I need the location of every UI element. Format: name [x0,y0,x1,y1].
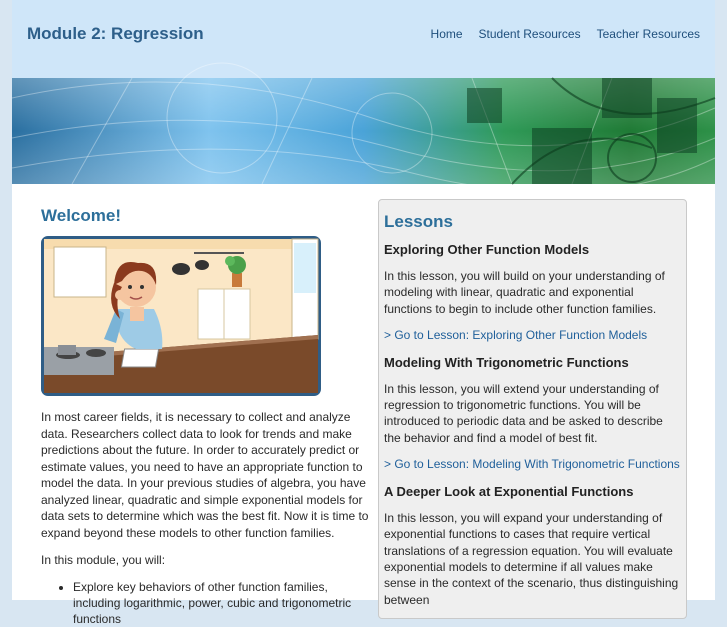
lesson-title: Exploring Other Function Models [384,242,590,257]
lesson-modeling-with-trigonometric-functions [384,355,681,471]
site-title: Module 2: Regression [27,24,204,43]
lessons-panel [378,199,687,619]
lesson-link-exploring-other-function-models[interactable]: > Go to Lesson: Exploring Other Function Models [384,327,648,342]
lesson-description: In this lesson, you will extend your understanding of regression to trigonometric functions. You will be introduced to periodic data and be asked to describe the behavior and find a model of best fit. [384,381,663,445]
lesson-deeper-look-exponential-functions [384,484,681,608]
nav-home-link[interactable]: Home [430,27,463,41]
nav-teacher-resources-link[interactable]: Teacher Resources [596,27,700,41]
welcome-section [41,206,371,627]
lesson-title: Modeling With Trigonometric Functions [384,354,629,370]
main-nav [431,27,700,41]
header [12,0,715,78]
lessons-heading: Lessons [384,212,453,231]
kitchen-illustration [41,236,321,396]
module-goals-list [41,579,371,627]
lesson-title: A Deeper Look at Exponential Functions [384,484,634,500]
welcome-heading: Welcome! [41,206,121,225]
page [12,0,715,626]
lesson-description: In this lesson, you will expand your understanding of exponential functions to cases that require vertical translations of a regression equation. You will evaluate exponential models to determine if all values make sense in the context of the scenario, thus distinguishing between [384,511,679,607]
banner-image [12,78,715,184]
list-item: • Explore key behaviors of other function families, including logarithmic, power, cubic and trigonometric functions [73,579,371,627]
welcome-intro-text: In most career fields, it is necessary to collect and analyze data. Researchers collect data to look for trends and make predictions about the future. In order to accurately predict or estimate values, you need to have an appropriate function to model the data. In your previous studies of algebra, you have analyzed linear, quadratic and simple exponential models for data sets to determine which was the best fit. Now it is time to expand beyond these models to other function families. [41,410,369,540]
lesson-exploring-other-function-models [384,242,681,342]
module-lead-text: In this module, you will: [41,553,166,567]
lesson-link-modeling-with-trigonometric-functions[interactable]: > Go to Lesson: Modeling With Trigonometric Functions [384,457,680,472]
lesson-description: In this lesson, you will build on your understanding of modeling with linear, quadratic and exponential functions to begin to include other function families. [384,269,665,316]
nav-student-resources-link[interactable]: Student Resources [478,27,581,41]
